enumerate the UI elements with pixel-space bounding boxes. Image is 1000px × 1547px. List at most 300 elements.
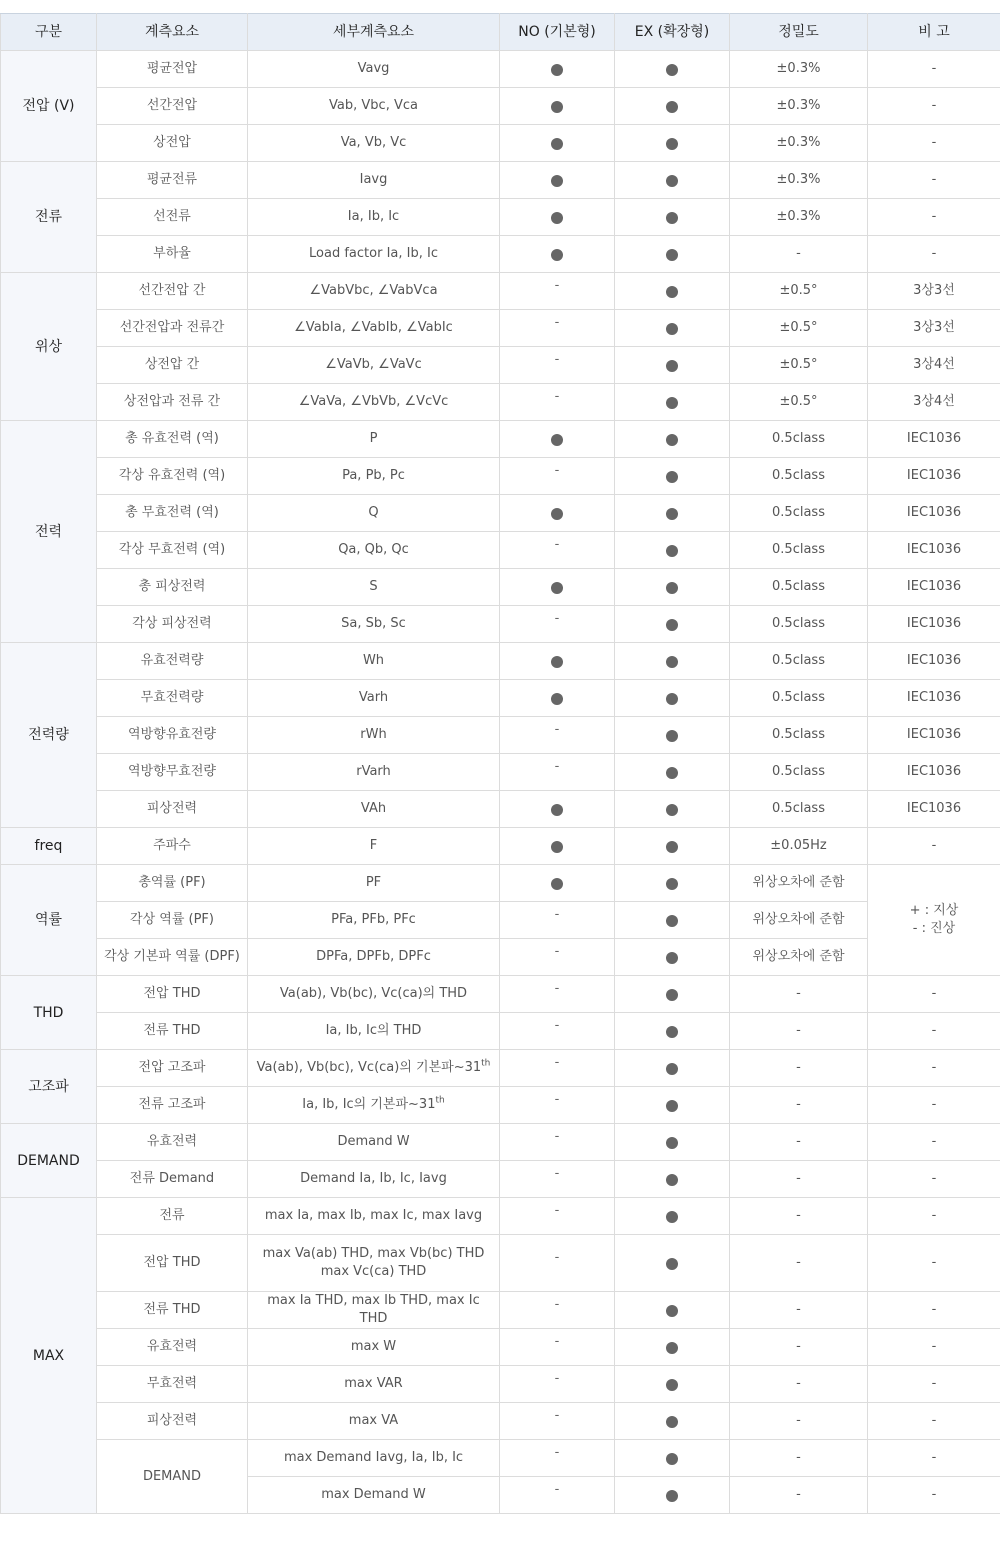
remark-cell: - [868, 1050, 1000, 1087]
precision-cell: - [730, 1124, 868, 1161]
remark-cell: - [868, 1087, 1000, 1124]
table-row [1, 1013, 1000, 1050]
remark-cell: IEC1036 [868, 569, 1000, 606]
precision-cell: 0.5class [730, 754, 868, 791]
precision-cell: - [730, 1087, 868, 1124]
group-harmonic: 고조파 [1, 1050, 97, 1124]
detail-text: Ia, Ib, Ic의 기본파~31 [302, 1097, 436, 1112]
filled-circle-icon [666, 1305, 678, 1317]
group-phase: 위상 [1, 273, 97, 421]
ex-cell [615, 347, 730, 384]
table-row [1, 273, 1000, 310]
filled-circle-icon [666, 656, 678, 668]
dash-mark: - [554, 1408, 560, 1423]
filled-circle-icon [666, 1174, 678, 1186]
no-cell [500, 495, 615, 532]
ex-cell [615, 236, 730, 273]
element-cell: 전압 THD [97, 976, 248, 1013]
detail-cell: rWh [248, 717, 500, 754]
ex-cell [615, 384, 730, 421]
detail-cell: S [248, 569, 500, 606]
group-energy: 전력량 [1, 643, 97, 828]
no-cell [500, 643, 615, 680]
filled-circle-icon [551, 212, 563, 224]
table-row [1, 976, 1000, 1013]
filled-circle-icon [666, 915, 678, 927]
filled-circle-icon [666, 1063, 678, 1075]
detail-cell: Pa, Pb, Pc [248, 458, 500, 495]
element-cell: 선간전압 [97, 88, 248, 125]
filled-circle-icon [666, 508, 678, 520]
table-row [1, 384, 1000, 421]
remark-cell: - [868, 125, 1000, 162]
table-row [1, 347, 1000, 384]
ordinal-suffix: th [435, 1095, 445, 1106]
table-row [1, 162, 1000, 199]
no-cell [500, 606, 615, 643]
dash-mark: - [554, 463, 560, 478]
table-row [1, 606, 1000, 643]
no-cell [500, 162, 615, 199]
filled-circle-icon [666, 212, 678, 224]
element-cell: DEMAND [97, 1440, 248, 1514]
filled-circle-icon [666, 397, 678, 409]
element-cell: 각상 유효전력 (역) [97, 458, 248, 495]
filled-circle-icon [666, 1211, 678, 1223]
ordinal-suffix: th [481, 1058, 491, 1069]
no-cell [500, 1403, 615, 1440]
element-cell: 각상 무효전력 (역) [97, 532, 248, 569]
table-row [1, 458, 1000, 495]
ex-cell [615, 310, 730, 347]
element-cell: 전류 THD [97, 1292, 248, 1329]
filled-circle-icon [551, 64, 563, 76]
detail-cell: ∠VaVa, ∠VbVb, ∠VcVc [248, 384, 500, 421]
table-row [1, 421, 1000, 458]
precision-cell: - [730, 1161, 868, 1198]
no-cell [500, 791, 615, 828]
group-max: MAX [1, 1198, 97, 1514]
element-cell: 각상 역률 (PF) [97, 902, 248, 939]
filled-circle-icon [666, 952, 678, 964]
table-row [1, 495, 1000, 532]
no-cell [500, 1087, 615, 1124]
detail-cell: Vab, Vbc, Vca [248, 88, 500, 125]
ex-cell [615, 569, 730, 606]
remark-cell: IEC1036 [868, 754, 1000, 791]
no-cell [500, 347, 615, 384]
ex-cell [615, 717, 730, 754]
detail-cell: Wh [248, 643, 500, 680]
dash-mark: - [554, 722, 560, 737]
precision-cell: 0.5class [730, 532, 868, 569]
table-row [1, 643, 1000, 680]
filled-circle-icon [551, 249, 563, 261]
dash-mark: - [554, 981, 560, 996]
element-cell: 유효전력량 [97, 643, 248, 680]
element-cell: 총 무효전력 (역) [97, 495, 248, 532]
remark-cell: 3상4선 [868, 384, 1000, 421]
element-cell: 상전압과 전류 간 [97, 384, 248, 421]
element-cell: 총역률 (PF) [97, 865, 248, 902]
filled-circle-icon [666, 323, 678, 335]
dash-mark: - [554, 1092, 560, 1107]
precision-cell: 0.5class [730, 421, 868, 458]
table-row [1, 828, 1000, 865]
table-row [1, 1292, 1000, 1329]
pf-remark-cell [868, 865, 1000, 976]
group-power: 전력 [1, 421, 97, 643]
element-cell: 피상전력 [97, 1403, 248, 1440]
precision-cell: - [730, 1198, 868, 1235]
precision-cell: - [730, 1235, 868, 1292]
group-thd: THD [1, 976, 97, 1050]
ex-cell [615, 458, 730, 495]
precision-cell: 0.5class [730, 606, 868, 643]
filled-circle-icon [666, 64, 678, 76]
precision-cell: ±0.3% [730, 88, 868, 125]
remark-cell: IEC1036 [868, 680, 1000, 717]
dash-mark: - [554, 278, 560, 293]
no-cell [500, 939, 615, 976]
remark-cell: - [868, 236, 1000, 273]
remark-cell: IEC1036 [868, 791, 1000, 828]
header-row [1, 14, 1000, 51]
ex-cell [615, 199, 730, 236]
detail-cell: DPFa, DPFb, DPFc [248, 939, 500, 976]
detail-cell: rVarh [248, 754, 500, 791]
detail-cell: Va, Vb, Vc [248, 125, 500, 162]
group-demand: DEMAND [1, 1124, 97, 1198]
filled-circle-icon [666, 545, 678, 557]
remark-cell: - [868, 1477, 1000, 1514]
filled-circle-icon [666, 767, 678, 779]
filled-circle-icon [551, 138, 563, 150]
filled-circle-icon [551, 101, 563, 113]
detail-cell: Load factor Ia, Ib, Ic [248, 236, 500, 273]
filled-circle-icon [666, 878, 678, 890]
dash-mark: - [554, 759, 560, 774]
ex-cell [615, 1329, 730, 1366]
element-cell: 전류 THD [97, 1013, 248, 1050]
table-row [1, 1403, 1000, 1440]
no-cell [500, 1198, 615, 1235]
detail-cell: max Demand Iavg, Ia, Ib, Ic [248, 1440, 500, 1477]
remark-cell: 3상4선 [868, 347, 1000, 384]
element-cell: 전압 THD [97, 1235, 248, 1292]
precision-cell: - [730, 1403, 868, 1440]
ex-cell [615, 1050, 730, 1087]
element-cell: 선전류 [97, 199, 248, 236]
filled-circle-icon [551, 582, 563, 594]
dash-mark: - [554, 1371, 560, 1386]
precision-cell: - [730, 236, 868, 273]
group-freq: freq [1, 828, 97, 865]
table-row [1, 717, 1000, 754]
detail-cell: Ia, Ib, Ic [248, 199, 500, 236]
table-row [1, 1161, 1000, 1198]
filled-circle-icon [551, 841, 563, 853]
table-row [1, 310, 1000, 347]
element-cell: 피상전력 [97, 791, 248, 828]
filled-circle-icon [666, 693, 678, 705]
col-header-element: 계측요소 [97, 14, 248, 51]
remark-cell: - [868, 1235, 1000, 1292]
filled-circle-icon [666, 434, 678, 446]
filled-circle-icon [666, 1026, 678, 1038]
no-cell [500, 1050, 615, 1087]
no-cell [500, 680, 615, 717]
table-row [1, 680, 1000, 717]
no-cell [500, 1292, 615, 1329]
remark-cell: - [868, 199, 1000, 236]
element-cell: 선간전압 간 [97, 273, 248, 310]
filled-circle-icon [666, 101, 678, 113]
element-cell: 전류 고조파 [97, 1087, 248, 1124]
dash-mark: - [554, 1018, 560, 1033]
filled-circle-icon [666, 1258, 678, 1270]
remark-cell: IEC1036 [868, 532, 1000, 569]
ex-cell [615, 125, 730, 162]
ex-cell [615, 1440, 730, 1477]
filled-circle-icon [666, 1379, 678, 1391]
precision-cell: - [730, 1477, 868, 1514]
remark-cell: - [868, 976, 1000, 1013]
remark-cell: - [868, 1124, 1000, 1161]
no-cell [500, 1161, 615, 1198]
no-cell [500, 236, 615, 273]
table-row [1, 1235, 1000, 1292]
table-row [1, 791, 1000, 828]
detail-cell [248, 1087, 500, 1124]
remark-cell: 3상3선 [868, 310, 1000, 347]
detail-cell: F [248, 828, 500, 865]
detail-cell: PF [248, 865, 500, 902]
filled-circle-icon [666, 175, 678, 187]
filled-circle-icon [666, 249, 678, 261]
filled-circle-icon [666, 1490, 678, 1502]
remark-cell: - [868, 828, 1000, 865]
element-cell: 상전압 간 [97, 347, 248, 384]
element-cell: 각상 피상전력 [97, 606, 248, 643]
precision-cell: - [730, 1440, 868, 1477]
element-cell: 부하율 [97, 236, 248, 273]
table-row [1, 865, 1000, 902]
no-cell [500, 1329, 615, 1366]
detail-cell: Demand W [248, 1124, 500, 1161]
element-cell: 무효전력 [97, 1366, 248, 1403]
detail-cell: PFa, PFb, PFc [248, 902, 500, 939]
table-row [1, 1440, 1000, 1477]
group-current: 전류 [1, 162, 97, 273]
ex-cell [615, 532, 730, 569]
dash-mark: - [554, 1055, 560, 1070]
no-cell [500, 717, 615, 754]
detail-line-1: max Va(ab) THD, max Vb(bc) THD [262, 1246, 485, 1261]
element-cell: 총 피상전력 [97, 569, 248, 606]
filled-circle-icon [666, 1453, 678, 1465]
no-cell [500, 1235, 615, 1292]
dash-mark: - [554, 1334, 560, 1349]
element-cell: 평균전압 [97, 51, 248, 88]
dash-mark: - [554, 1203, 560, 1218]
dash-mark: - [554, 1297, 560, 1312]
precision-cell: - [730, 1050, 868, 1087]
table-row [1, 1366, 1000, 1403]
detail-cell: Iavg [248, 162, 500, 199]
group-pf: 역률 [1, 865, 97, 976]
col-header-precision: 정밀도 [730, 14, 868, 51]
precision-cell: - [730, 1366, 868, 1403]
filled-circle-icon [666, 989, 678, 1001]
table-row [1, 1087, 1000, 1124]
no-cell [500, 310, 615, 347]
detail-cell: max W [248, 1329, 500, 1366]
dash-mark: - [554, 1482, 560, 1497]
no-cell [500, 88, 615, 125]
ex-cell [615, 1235, 730, 1292]
detail-cell [248, 1235, 500, 1292]
precision-cell: 0.5class [730, 680, 868, 717]
detail-cell: Sa, Sb, Sc [248, 606, 500, 643]
ex-cell [615, 88, 730, 125]
element-cell: 선간전압과 전류간 [97, 310, 248, 347]
dash-mark: - [554, 1250, 560, 1265]
ex-cell [615, 162, 730, 199]
filled-circle-icon [666, 730, 678, 742]
no-cell [500, 569, 615, 606]
ex-cell [615, 1403, 730, 1440]
col-header-detail: 세부계측요소 [248, 14, 500, 51]
no-cell [500, 865, 615, 902]
pf-remark-lag: + : 지상 [909, 903, 959, 918]
precision-cell: 0.5class [730, 717, 868, 754]
precision-cell: - [730, 976, 868, 1013]
no-cell [500, 199, 615, 236]
filled-circle-icon [666, 1137, 678, 1149]
remark-cell: - [868, 1329, 1000, 1366]
filled-circle-icon [666, 1100, 678, 1112]
ex-cell [615, 1161, 730, 1198]
element-cell: 평균전류 [97, 162, 248, 199]
precision-cell: ±0.3% [730, 199, 868, 236]
precision-cell: - [730, 1329, 868, 1366]
detail-cell: max Ia, max Ib, max Ic, max Iavg [248, 1198, 500, 1235]
ex-cell [615, 1087, 730, 1124]
filled-circle-icon [551, 804, 563, 816]
element-cell: 상전압 [97, 125, 248, 162]
element-cell: 무효전력량 [97, 680, 248, 717]
table-row [1, 939, 1000, 976]
no-cell [500, 976, 615, 1013]
dash-mark: - [554, 537, 560, 552]
detail-text: Va(ab), Vb(bc), Vc(ca)의 기본파~31 [256, 1060, 482, 1075]
ex-cell [615, 421, 730, 458]
precision-cell: 위상오차에 준함 [730, 865, 868, 902]
no-cell [500, 125, 615, 162]
table-row [1, 532, 1000, 569]
precision-cell: ±0.3% [730, 51, 868, 88]
detail-cell: P [248, 421, 500, 458]
filled-circle-icon [666, 1342, 678, 1354]
dash-mark: - [554, 611, 560, 626]
ex-cell [615, 1477, 730, 1514]
no-cell [500, 532, 615, 569]
detail-cell: max VAR [248, 1366, 500, 1403]
filled-circle-icon [666, 804, 678, 816]
col-header-remark: 비 고 [868, 14, 1000, 51]
table-row [1, 902, 1000, 939]
remark-cell: IEC1036 [868, 606, 1000, 643]
remark-cell: - [868, 1403, 1000, 1440]
table-row [1, 569, 1000, 606]
no-cell [500, 1366, 615, 1403]
dash-mark: - [554, 944, 560, 959]
filled-circle-icon [666, 286, 678, 298]
precision-cell: 0.5class [730, 569, 868, 606]
remark-cell: - [868, 1292, 1000, 1329]
ex-cell [615, 680, 730, 717]
detail-cell: max Demand W [248, 1477, 500, 1514]
element-cell: 역방향무효전량 [97, 754, 248, 791]
remark-cell: IEC1036 [868, 643, 1000, 680]
remark-cell: IEC1036 [868, 421, 1000, 458]
ex-cell [615, 976, 730, 1013]
ex-cell [615, 495, 730, 532]
detail-cell: Vavg [248, 51, 500, 88]
no-cell [500, 273, 615, 310]
ex-cell [615, 1292, 730, 1329]
dash-mark: - [554, 1166, 560, 1181]
precision-cell: 0.5class [730, 791, 868, 828]
no-cell [500, 458, 615, 495]
precision-cell: ±0.5° [730, 384, 868, 421]
remark-cell: - [868, 1161, 1000, 1198]
precision-cell: ±0.5° [730, 310, 868, 347]
detail-cell: Qa, Qb, Qc [248, 532, 500, 569]
no-cell [500, 902, 615, 939]
no-cell [500, 754, 615, 791]
table-row [1, 1198, 1000, 1235]
ex-cell [615, 754, 730, 791]
precision-cell: 위상오차에 준함 [730, 902, 868, 939]
element-cell: 역방향유효전량 [97, 717, 248, 754]
ex-cell [615, 791, 730, 828]
ex-cell [615, 273, 730, 310]
no-cell [500, 421, 615, 458]
precision-cell: 0.5class [730, 495, 868, 532]
filled-circle-icon [551, 175, 563, 187]
no-cell [500, 1477, 615, 1514]
filled-circle-icon [666, 582, 678, 594]
table-row [1, 51, 1000, 88]
filled-circle-icon [666, 1416, 678, 1428]
ex-cell [615, 939, 730, 976]
table-row [1, 125, 1000, 162]
detail-cell: VAh [248, 791, 500, 828]
filled-circle-icon [551, 656, 563, 668]
pf-remark-lead: - : 진상 [912, 921, 956, 936]
detail-cell: Ia, Ib, Ic의 THD [248, 1013, 500, 1050]
precision-cell: - [730, 1292, 868, 1329]
table-row [1, 236, 1000, 273]
remark-cell: IEC1036 [868, 458, 1000, 495]
detail-cell: Va(ab), Vb(bc), Vc(ca)의 THD [248, 976, 500, 1013]
ex-cell [615, 902, 730, 939]
element-cell: 전류 Demand [97, 1161, 248, 1198]
precision-cell: ±0.5° [730, 273, 868, 310]
precision-cell: 위상오차에 준함 [730, 939, 868, 976]
